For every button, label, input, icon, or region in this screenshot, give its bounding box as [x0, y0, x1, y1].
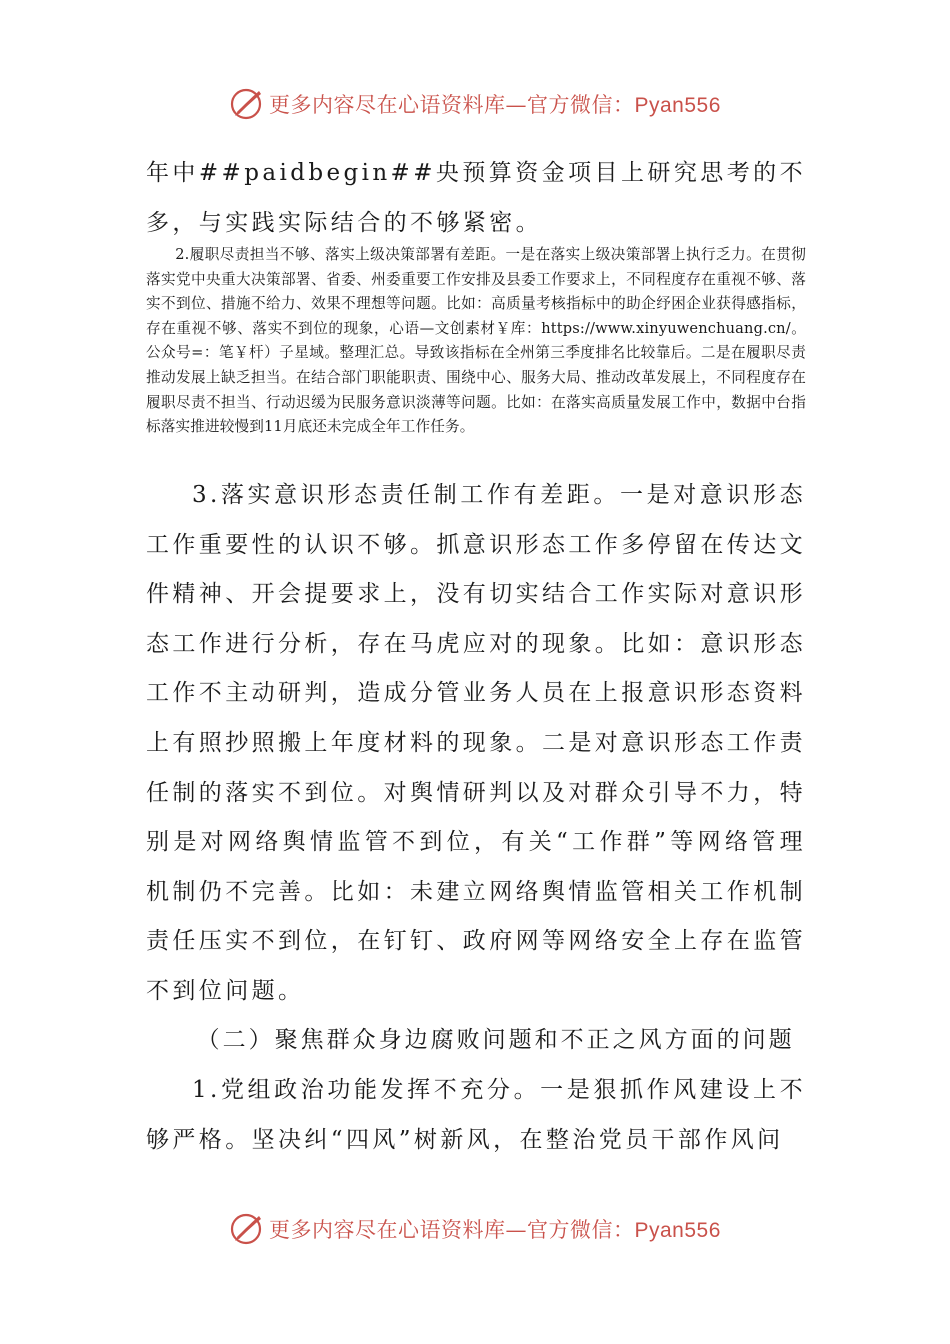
watermark-text: 更多内容尽在心语资料库—官方微信：Pyan556 — [269, 1218, 721, 1242]
pen-logo-icon — [229, 1211, 265, 1247]
watermark-text: 更多内容尽在心语资料库—官方微信：Pyan556 — [269, 93, 721, 117]
paragraph-continuation: 年中##paidbegin##央预算资金项目上研究思考的不多，与实践实际结合的不够紧密。 — [146, 160, 806, 236]
paragraph-item-3: 3.落实意识形态责任制工作有差距。一是对意识形态工作重要性的认识不够。抓意识形态工作多停留在传达文件精神、开会提要求上，没有切实结合工作实际对意识形态工作进行分析，存在马虎应对的现象。比如：意识形态工作不主动研判，造成分管业务人员在上报意识形态资料上有照抄照搬上年度材料的现象。二是对意识形态工作责任制的落实不到位。对舆情研判以及对群众引导不力，特别是对网络舆情监管不到位，有关“工作群”等网络管理机制仍不完善。比如：未建立网络舆情监管相关工作机制责任压实不到位，在钉钉、政府网等网络安全上存在监管不到位问题。 — [146, 482, 806, 1004]
section-heading-2: （二）聚焦群众身边腐败问题和不正之风方面的问题 — [196, 1027, 795, 1053]
pen-logo-icon — [229, 86, 265, 122]
paragraph-item-2: 2.履职尽责担当不够、落实上级决策部署有差距。一是在落实上级决策部署上执行乏力。在贯彻落实党中央重大决策部署、省委、州委重要工作安排及县委工作要求上，不同程度存在重视不够、落实不到位、措施不给力、效果不理想等问题。比如：高质量考核指标中的助企纾困企业获得感指标，存在重视不够、落实不到位的现象，心语—文创素材￥库：https://www.xinyuwenchuang.cn/。公众号=：笔￥杆）子星域。整理汇总。导致该指标在全州第三季度排名比较靠后。二是在履职尽责推动发展上缺乏担当。在结合部门职能职责、围绕中心、服务大局、推动改革发展上，不同程度存在履职尽责不担当、行动迟缓为民服务意识淡薄等问题。比如：在落实高质量发展工作中，数据中台指标落实推进较慢到11月底还未完成全年工作任务。 — [146, 246, 806, 436]
watermark-banner-top — [229, 84, 721, 124]
paragraph-section2-item-1: 1.党组政治功能发挥不充分。一是狠抓作风建设上不够严格。坚决纠“四风”树新风，在整治党员干部作风问 — [146, 1077, 806, 1153]
watermark-banner-bottom — [229, 1209, 721, 1249]
